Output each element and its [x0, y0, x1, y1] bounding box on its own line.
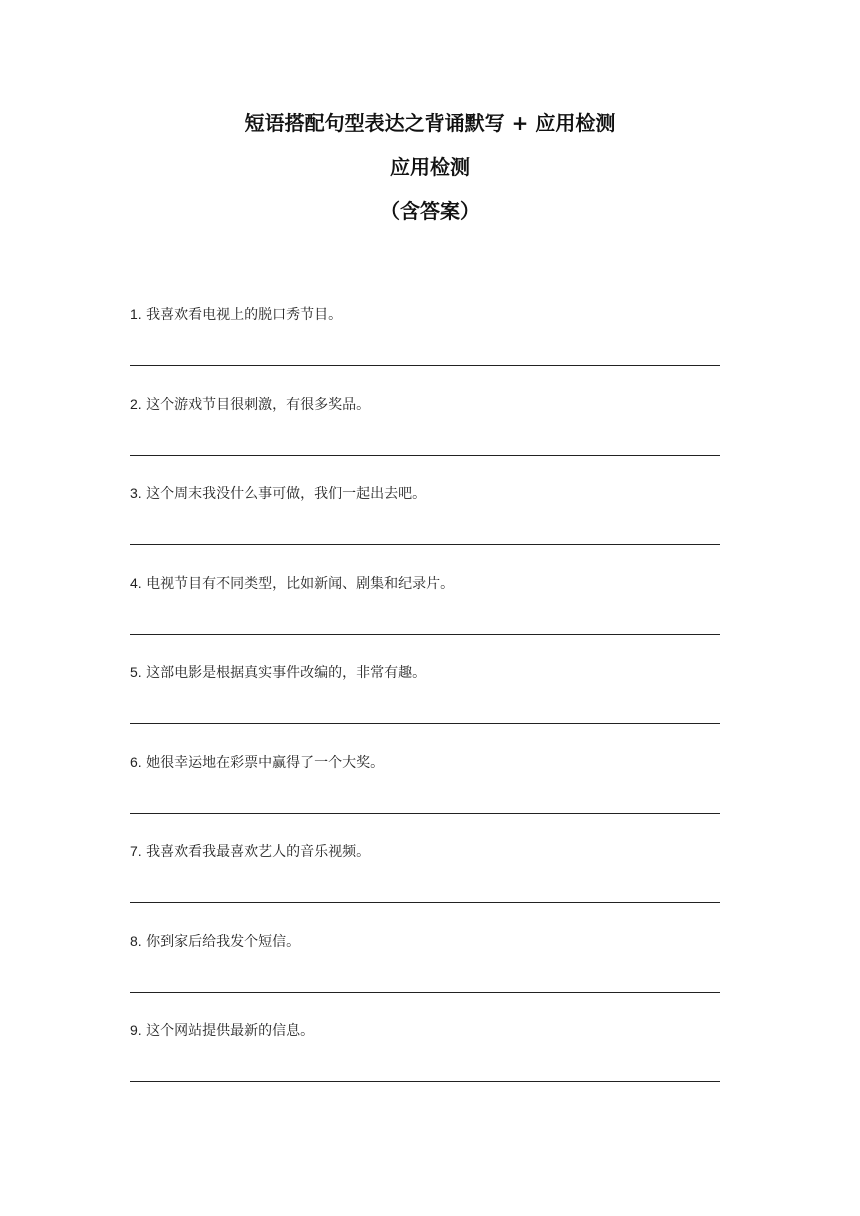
question-text: 电视节目有不同类型，比如新闻、剧集和纪录片。	[146, 575, 455, 592]
document-subtitle: 应用检测	[390, 155, 470, 179]
question-number: 2.	[130, 395, 142, 412]
question-item	[130, 663, 722, 753]
question-number: 6.	[130, 753, 142, 770]
question-text: 她很幸运地在彩票中赢得了一个大奖。	[146, 754, 385, 771]
question-item	[130, 305, 722, 395]
question-item	[130, 1021, 722, 1111]
answer-line[interactable]	[130, 992, 720, 993]
answer-line[interactable]	[130, 813, 720, 814]
question-number: 5.	[130, 664, 142, 680]
question-text: 你到家后给我发个短信。	[146, 933, 301, 950]
question-number: 4.	[130, 574, 142, 591]
question-item	[130, 574, 722, 664]
question-list	[130, 305, 722, 1111]
answer-line[interactable]	[130, 544, 720, 545]
answer-line[interactable]	[130, 634, 720, 635]
question-item	[130, 753, 722, 843]
question-number: 3.	[130, 485, 142, 501]
question-text: 这个周末我没什么事可做，我们一起出去吧。	[146, 486, 427, 502]
answer-line[interactable]	[130, 723, 720, 724]
question-number: 1.	[130, 306, 142, 322]
question-item	[130, 932, 722, 1022]
question-number: 9.	[130, 1022, 142, 1038]
question-text: 这部电影是根据真实事件改编的，非常有趣。	[146, 665, 427, 681]
answer-note: （含答案）	[380, 199, 480, 223]
question-item	[130, 842, 722, 932]
answer-line[interactable]	[130, 902, 720, 903]
question-number: 8.	[130, 932, 142, 949]
question-number: 7.	[130, 843, 142, 859]
title-block	[0, 112, 860, 222]
answer-line[interactable]	[130, 365, 720, 366]
question-text: 这个网站提供最新的信息。	[146, 1023, 315, 1039]
question-text: 我喜欢看我最喜欢艺人的音乐视频。	[146, 844, 371, 860]
question-item	[130, 395, 722, 485]
answer-line[interactable]	[130, 1081, 720, 1082]
answer-line[interactable]	[130, 455, 720, 456]
question-item	[130, 484, 722, 574]
question-text: 这个游戏节目很刺激，有很多奖品。	[146, 396, 371, 413]
document-title: 短语搭配句型表达之背诵默写 + 应用检测	[244, 111, 616, 135]
question-text: 我喜欢看电视上的脱口秀节目。	[146, 307, 343, 323]
